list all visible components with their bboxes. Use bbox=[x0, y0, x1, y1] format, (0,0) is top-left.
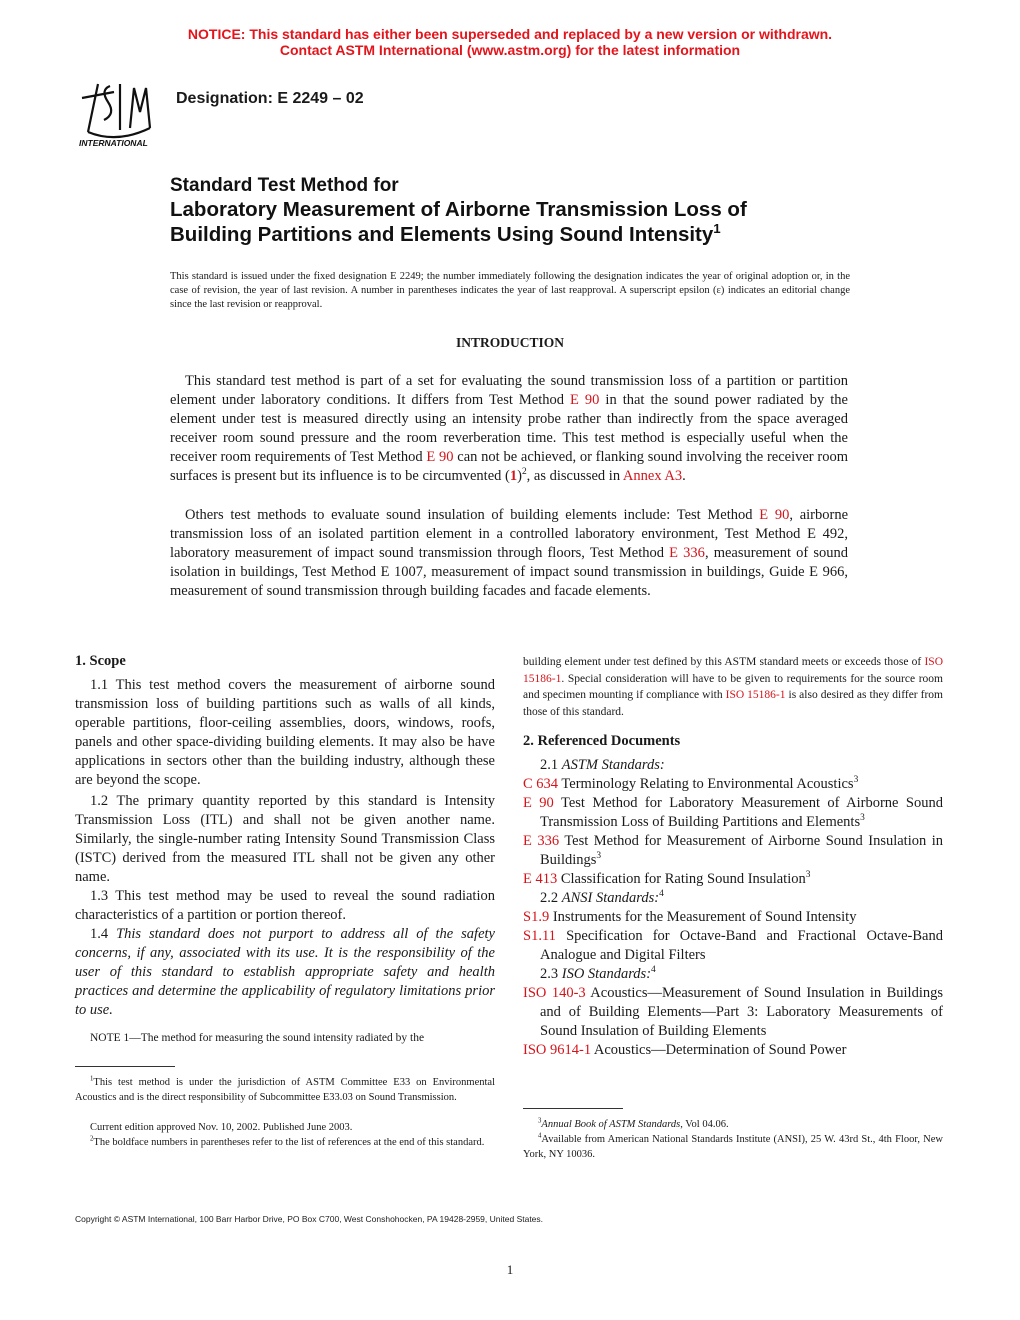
referenced-documents-list bbox=[523, 756, 943, 1060]
link-e90[interactable]: E 90 bbox=[759, 507, 790, 523]
link-e336[interactable]: E 336 bbox=[669, 545, 705, 561]
intro-paragraph-1: This standard test method is part of a set for evaluating the sound transmission loss of a partition or partition element under laboratory conditions. It differs from Test Method E 90 in that the sound power radiated by the element under test is measured directly using an intensity probe rather than indirectly from the space averaged receiver room sound pressure and the room reverberation time. This test method is especially useful when the receiver room requirements of Test Method E 90 can not be achieved, or flanking sound involving the receiver room surfaces is present but its influence is to be circumvented $(1)^2$, as discussed in Annex A3. bbox=[170, 373, 849, 484]
reference-link[interactable]: C 634 bbox=[523, 776, 559, 792]
ansi-standards-label: 2.2 ANSI Standards:$^4$ bbox=[540, 889, 664, 906]
ansi-standards-list bbox=[523, 908, 943, 965]
reference-link[interactable]: ISO 9614-1 bbox=[523, 1042, 592, 1058]
astm-standards-list bbox=[523, 775, 943, 889]
scope-1-4: 1.4 This standard does not purport to address all of the safety concerns, if any, associated with its use. It is the responsibility of the user of this standard to establish appropriate safety and health practices and determine the applicability of regulatory limitations prior to use. bbox=[75, 926, 495, 1018]
link-iso-15186-1[interactable]: ISO 15186-1 bbox=[523, 656, 943, 685]
reference-link[interactable]: S1.11 bbox=[523, 928, 556, 944]
intro-paragraph-2: Others test methods to evaluate sound insulation of building elements include: Test Method E 90, airborne transmission loss of an isolated partition element in a controlled laboratory environment, Test Method E 492, laboratory measurement of impact sound transmission through floors, Test Method E 336, measurement of sound isolation in buildings, Test Method E 1007, measurement of impact sound transmission in buildings, Guide E 966, measurement of sound transmission through building facades and facade elements. bbox=[170, 507, 849, 599]
copyright: Copyright © ASTM International, 100 Barr Harbor Drive, PO Box C700, West Conshohocken, PA 19428-2959, United States. bbox=[75, 1214, 544, 1224]
introduction-heading: INTRODUCTION bbox=[455, 335, 564, 350]
scope-1-1: 1.1 This test method covers the measurement of airborne sound transmission loss of building partitions such as walls of all kinds, operable partitions, floor-ceiling assemblies, doors, windows, roofs, panels and other space-dividing building elements. It may also be have applications in sectors other than the building industry, although these are beyond the scope. bbox=[75, 677, 495, 788]
note-1: NOTE 1—The method for measuring the sound intensity radiated by the bbox=[90, 1032, 425, 1044]
note-1-continued: building element under test defined by this ASTM standard meets or exceeds those of ISO 15186-1. Special consideration will have to be given to requirements for the source room and specimen mounting if compliance with ISO 15186-1 is also desired as they differ from those of this standard. bbox=[523, 656, 943, 718]
notice-line-1: NOTICE: This standard has either been superseded and replaced by a new version or withdrawn. bbox=[187, 26, 833, 42]
title-line-3: Building Partitions and Elements Using Sound Intensity$^1$ bbox=[170, 221, 721, 246]
iso-standards-label: 2.3 ISO Standards:$^4$ bbox=[540, 965, 656, 982]
reference-item: S1.11 Specification for Octave-Band and Fractional Octave-Band Analogue and Digital Filters bbox=[523, 928, 943, 963]
designation: Designation: E 2249 – 02 bbox=[176, 90, 364, 107]
scope-heading: 1. Scope bbox=[75, 653, 126, 669]
link-e90[interactable]: E 90 bbox=[426, 449, 454, 465]
footnote-3: $^3$Annual Book of ASTM Standards, Vol 04.06. bbox=[538, 1117, 729, 1130]
astm-logo bbox=[74, 78, 160, 150]
reference-item: E 90 Test Method for Laboratory Measurement of Airborne Sound Transmission Loss of Building Partitions and Elements$^3$ bbox=[523, 795, 943, 830]
referenced-documents-heading: 2. Referenced Documents bbox=[523, 733, 681, 749]
iso-standards-list bbox=[523, 984, 943, 1060]
scope-1-3: 1.3 This test method may be used to reveal the sound radiation characteristics of a partition or portion thereof. bbox=[75, 888, 495, 923]
footnote-1: $^1$This test method is under the jurisdiction of ASTM Committee E33 on Environmental Acoustics and is the direct responsibility of Subcommittee E33.03 on Sound Transmission. bbox=[75, 1075, 495, 1103]
reference-link[interactable]: 1 bbox=[509, 468, 518, 484]
link-iso-15186-1[interactable]: ISO 15186-1 bbox=[725, 689, 786, 701]
footnote-divider bbox=[75, 1066, 175, 1067]
astm-standards-label: 2.1 ASTM Standards: bbox=[540, 757, 665, 773]
footnote-2: $^2$The boldface numbers in parentheses refer to the list of references at the end of this standard. bbox=[90, 1135, 485, 1148]
reference-link[interactable]: E 336 bbox=[523, 833, 560, 849]
footnote-1-edition: Current edition approved Nov. 10, 2002. Published June 2003. bbox=[90, 1122, 353, 1133]
reference-item: ISO 140-3 Acoustics—Measurement of Sound Insulation in Buildings and of Building Elements—Part 3: Laboratory Measurements of Sound Insulation of Building Elements bbox=[523, 985, 943, 1039]
reference-item: S1.9 Instruments for the Measurement of Sound Intensity bbox=[523, 909, 857, 925]
link-annex-a3[interactable]: Annex A3 bbox=[622, 468, 683, 484]
footnote-divider bbox=[523, 1108, 623, 1109]
reference-link[interactable]: E 413 bbox=[523, 871, 558, 887]
reference-item: ISO 9614-1 Acoustics—Determination of Sound Power bbox=[523, 1042, 847, 1058]
logo-subtext: INTERNATIONAL bbox=[79, 138, 148, 148]
scope-1-2: 1.2 The primary quantity reported by this standard is Intensity Transmission Loss (ITL) and shall not be given another name. Similarly, the single-number rating Intensity Sound Transmission Class (ISTC) derived from the measured ITL shall not be given any other name. bbox=[75, 793, 495, 885]
reference-link[interactable]: ISO 140-3 bbox=[523, 985, 586, 1001]
title-line-1: Standard Test Method for bbox=[170, 175, 399, 196]
reference-link[interactable]: S1.9 bbox=[523, 909, 550, 925]
reference-link[interactable]: E 90 bbox=[523, 795, 554, 811]
footnote-4: $^4$Available from American National Standards Institute (ANSI), 25 W. 43rd St., 4th Floor, New York, NY 10036. bbox=[523, 1132, 943, 1160]
notice-line-2: Contact ASTM International (www.astm.org) for the latest information bbox=[279, 42, 741, 58]
issue-note: This standard is issued under the fixed designation E 2249; the number immediately following the designation indicates the year of original adoption or, in the case of revision, the year of last revision. A number in parentheses indicates the year of last reapproval. A superscript epsilon (ε) indicates an editorial change since the last revision or reapproval. bbox=[170, 271, 850, 310]
page-number: 1 bbox=[506, 1262, 514, 1277]
reference-item: E 336 Test Method for Measurement of Airborne Sound Insulation in Buildings$^3$ bbox=[523, 833, 944, 868]
reference-item: C 634 Terminology Relating to Environmental Acoustics$^3$ bbox=[523, 775, 859, 792]
link-e90[interactable]: E 90 bbox=[570, 392, 600, 408]
title-line-2: Laboratory Measurement of Airborne Transmission Loss of bbox=[170, 198, 747, 221]
reference-item: E 413 Classification for Rating Sound Insulation$^3$ bbox=[523, 870, 811, 887]
